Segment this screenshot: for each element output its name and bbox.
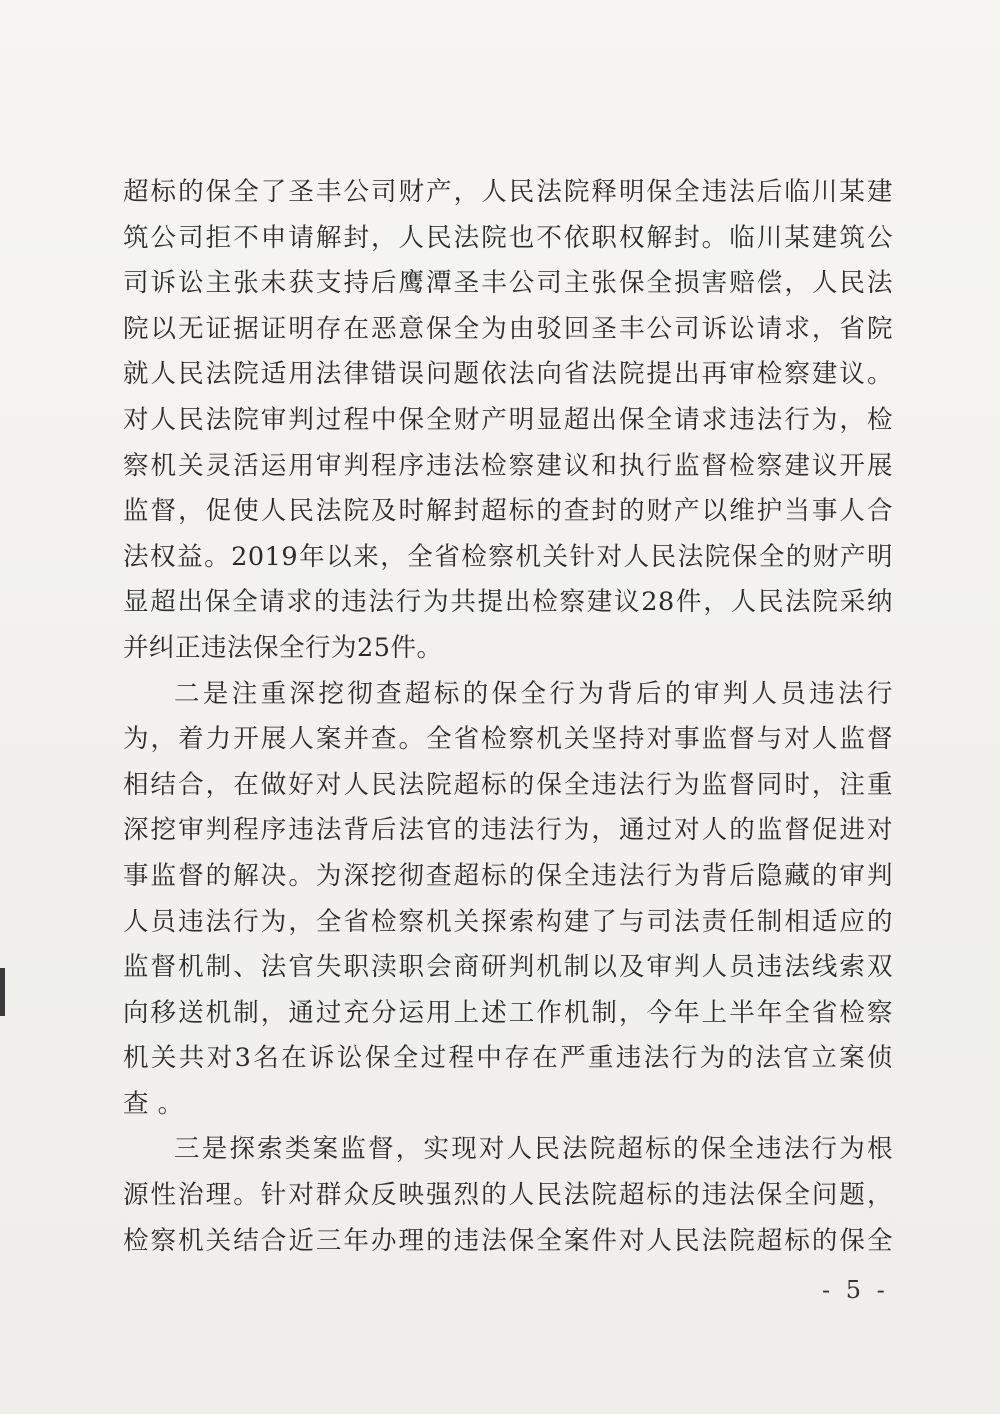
text-line: 超标的保全了圣丰公司财产，人民法院释明保全违法后临川某建 [123, 177, 893, 207]
binding-edge-mark [0, 968, 5, 1016]
text-line: 并纠正违法保全行为25件。 [123, 632, 443, 663]
text-line: 机关共对3名在诉讼保全过程中存在严重违法行为的法官立案侦 [123, 1043, 893, 1074]
text-line: 监督机制、法官失职渎职会商研判机制以及审判人员违法线索双 [123, 952, 893, 983]
text-line: 院以无证据证明存在恶意保全为由驳回圣丰公司诉讼请求，省院 [123, 313, 893, 344]
text-line: 检察机关结合近三年办理的违法保全案件对人民法院超标的保全 [123, 1225, 893, 1256]
paragraph-start: 二是注重深挖彻查超标的保全行为背后的审判人员违法行 [174, 678, 893, 709]
text-line: 源性治理。针对群众反映强烈的人民法院超标的违法保全问题， [123, 1180, 893, 1211]
text-line: 事监督的解决。为深挖彻查超标的保全违法行为背后隐藏的审判 [123, 860, 893, 891]
text-line: 对人民法院审判过程中保全财产明显超出保全请求违法行为，检 [123, 404, 893, 435]
text-line: 就人民法院适用法律错误问题依法向省法院提出再审检察建议。 [123, 359, 893, 390]
text-line: 显超出保全请求的违法行为共提出检察建议28件，人民法院采纳 [123, 587, 893, 618]
text-line: 司诉讼主张未获支持后鹰潭圣丰公司主张保全损害赔偿，人民法 [123, 268, 893, 299]
text-line: 向移送机制，通过充分运用上述工作机制，今年上半年全省检察 [123, 997, 893, 1028]
text-line: 筑公司拒不申请解封，人民法院也不依职权解封。临川某建筑公 [123, 222, 893, 253]
text-line: 人员违法行为，全省检察机关探索构建了与司法责任制相适应的 [123, 906, 893, 937]
page-number: - 5 - [822, 1276, 889, 1304]
text-line: 深挖审判程序违法背后法官的违法行为，通过对人的监督促进对 [123, 815, 893, 846]
text-line: 监督，促使人民法院及时解封超标的查封的财产以维护当事人合 [123, 496, 893, 527]
paragraph-start: 三是探索类案监督，实现对人民法院超标的保全违法行为根 [174, 1134, 893, 1165]
text-line: 查 。 [123, 1088, 184, 1119]
text-line: 为，着力开展人案并查。全省检察机关坚持对事监督与对人监督 [123, 724, 893, 755]
text-line: 相结合，在做好对人民法院超标的保全违法行为监督同时，注重 [123, 769, 893, 800]
body-text [123, 170, 893, 1264]
text-line: 法权益。2019年以来，全省检察机关针对人民法院保全的财产明 [123, 541, 893, 572]
text-line: 察机关灵活运用审判程序违法检察建议和执行监督检察建议开展 [123, 450, 893, 481]
